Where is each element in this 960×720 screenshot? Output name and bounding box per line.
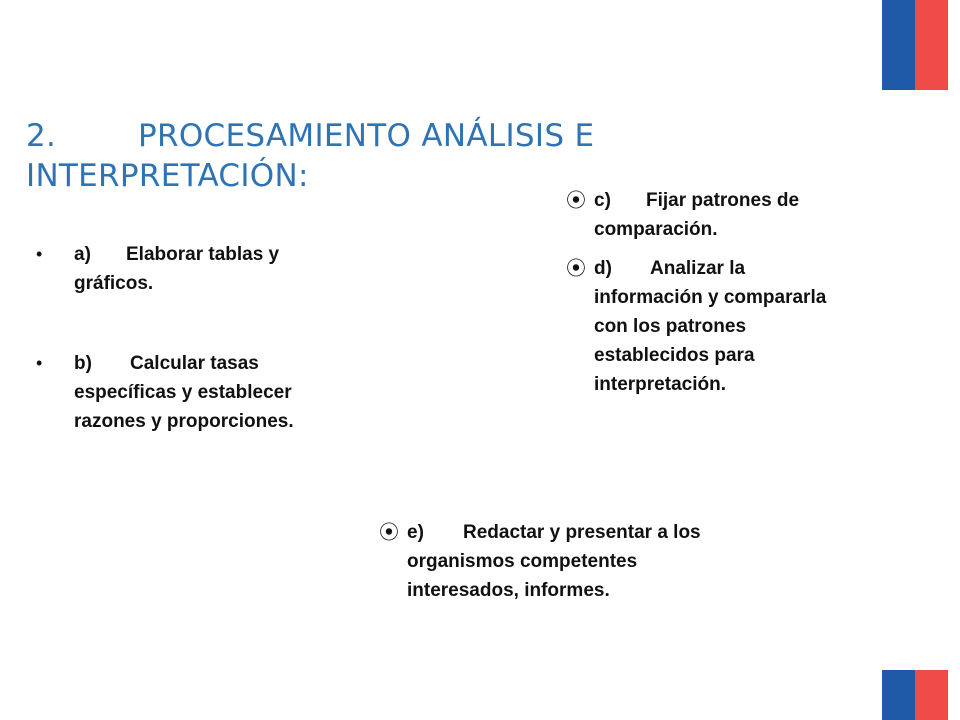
- item-text-line: Fijar patrones de: [646, 190, 800, 211]
- item-text-line: Analizar la: [650, 258, 746, 279]
- flag-blue-stripe: [882, 0, 915, 90]
- bullet-dot-icon: •: [36, 244, 43, 264]
- item-text-line: con los patrones: [594, 316, 747, 337]
- flag-decoration-bottom: [882, 670, 948, 720]
- item-text-line: información y compararla: [594, 287, 827, 308]
- item-text-line: razones y proporciones.: [74, 411, 294, 432]
- item-text-line: comparación.: [594, 219, 718, 240]
- title-line-1: PROCESAMIENTO ANÁLISIS E: [138, 118, 595, 154]
- bullet-dot-icon: •: [36, 353, 43, 373]
- slide-title: [26, 116, 786, 196]
- circled-bullet-icon: ⦿: [379, 520, 399, 544]
- title-number: 2.: [26, 118, 57, 154]
- item-text-line: establecidos para: [594, 345, 755, 366]
- circled-bullet-icon: ⦿: [566, 256, 586, 280]
- item-text-line: organismos competentes: [407, 551, 638, 572]
- item-letter: d): [594, 258, 612, 279]
- list-item-b: [36, 349, 374, 436]
- list-item-c: [566, 186, 874, 244]
- circled-bullet-icon: ⦿: [566, 188, 586, 212]
- title-line-2: INTERPRETACIÓN:: [26, 158, 309, 194]
- flag-decoration-top: [882, 0, 948, 90]
- flag-red-stripe: [915, 670, 948, 720]
- list-item-e: [379, 518, 787, 605]
- item-text-line: interesados, informes.: [407, 580, 610, 601]
- list-item-d: [566, 254, 884, 399]
- item-text-line: Elaborar tablas y: [126, 244, 280, 265]
- item-letter: a): [74, 244, 91, 265]
- item-text-line: gráficos.: [74, 273, 154, 294]
- list-item-a: [36, 240, 374, 298]
- item-letter: e): [407, 522, 424, 543]
- flag-blue-stripe: [882, 670, 915, 720]
- flag-red-stripe: [915, 0, 948, 90]
- item-text-line: interpretación.: [594, 374, 726, 395]
- item-text-line: Calcular tasas: [130, 353, 259, 374]
- item-letter: b): [74, 353, 92, 374]
- item-text-line: específicas y establecer: [74, 382, 292, 403]
- item-letter: c): [594, 190, 611, 211]
- item-text-line: Redactar y presentar a los: [463, 522, 701, 543]
